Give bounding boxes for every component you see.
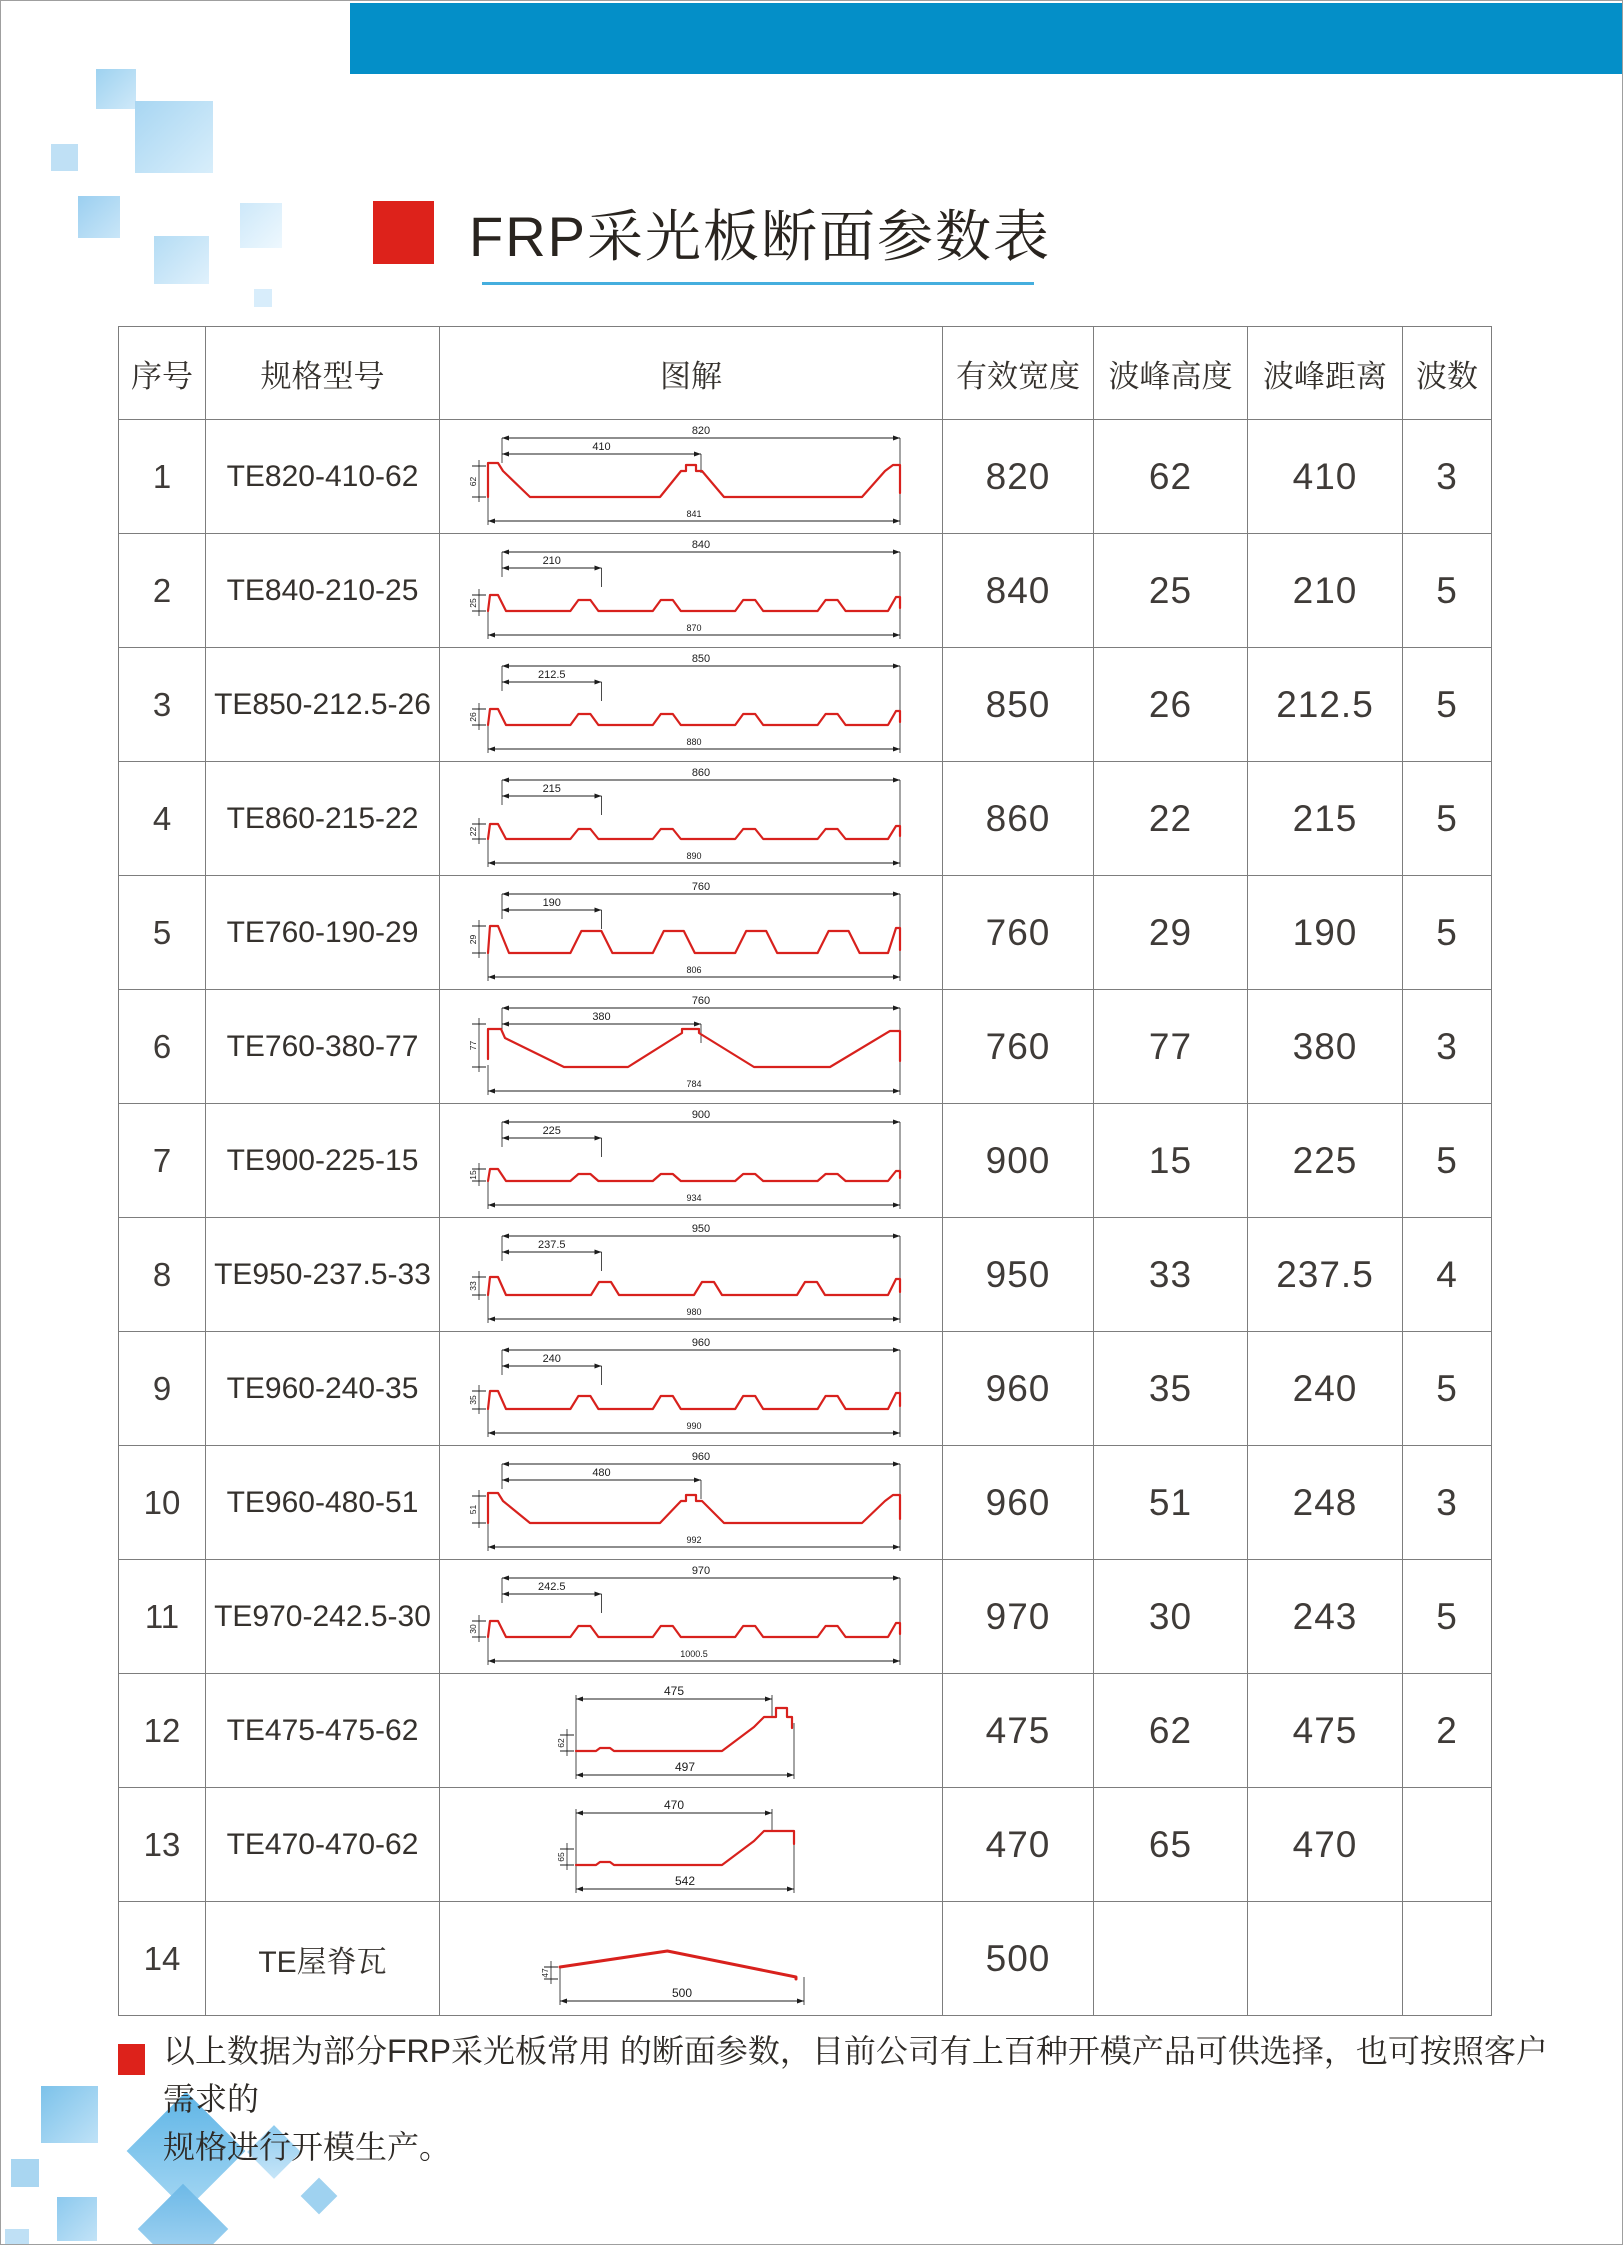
svg-text:880: 880 [686, 736, 702, 747]
cell-model: TE840-210-25 [206, 534, 440, 648]
cell-diagram [440, 1218, 943, 1332]
cell-index: 5 [119, 876, 206, 990]
cell-index: 10 [119, 1446, 206, 1560]
cell-diagram [440, 990, 943, 1104]
cell-peak-height: 62 [1094, 420, 1248, 534]
cell-peak-distance: 215 [1248, 762, 1403, 876]
cell-peak-height: 29 [1094, 876, 1248, 990]
cell-index: 12 [119, 1674, 206, 1788]
svg-text:760: 760 [691, 994, 711, 1007]
svg-text:542: 542 [674, 1873, 696, 1888]
cell-model: TE960-480-51 [206, 1446, 440, 1560]
cell-peak-distance: 225 [1248, 1104, 1403, 1218]
cell-index: 7 [119, 1104, 206, 1218]
svg-text:840: 840 [691, 538, 711, 551]
deco-square [11, 2159, 39, 2187]
table-row [119, 1788, 1492, 1902]
svg-text:850: 850 [691, 652, 711, 665]
cell-model: TE960-240-35 [206, 1332, 440, 1446]
cell-peak-height: 25 [1094, 534, 1248, 648]
title-red-square [373, 201, 434, 264]
svg-text:841: 841 [686, 508, 702, 519]
cell-wave-count: 5 [1403, 648, 1492, 762]
section-profile-drawing [448, 1675, 934, 1787]
cell-peak-height: 26 [1094, 648, 1248, 762]
header-effective-width: 有效宽度 [943, 327, 1094, 420]
cell-peak-height: 35 [1094, 1332, 1248, 1446]
cell-index: 3 [119, 648, 206, 762]
header-index: 序号 [119, 327, 206, 420]
cell-diagram [440, 1902, 943, 2016]
svg-text:62: 62 [468, 476, 478, 486]
svg-text:215: 215 [542, 782, 561, 795]
cell-wave-count: 5 [1403, 1560, 1492, 1674]
svg-text:500: 500 [671, 1985, 693, 2000]
svg-text:30: 30 [468, 1623, 478, 1634]
cell-peak-height: 65 [1094, 1788, 1248, 1902]
table-row [119, 1446, 1492, 1560]
cell-diagram [440, 1788, 943, 1902]
deco-diamond [138, 2184, 229, 2245]
svg-text:806: 806 [686, 964, 702, 975]
deco-square [5, 2229, 29, 2245]
title-underline [482, 282, 1034, 285]
deco-square [41, 2086, 98, 2143]
cell-model: TE475-475-62 [206, 1674, 440, 1788]
cell-wave-count: 4 [1403, 1218, 1492, 1332]
header-row [119, 327, 1492, 420]
svg-text:77: 77 [468, 1040, 478, 1050]
cell-wave-count: 5 [1403, 876, 1492, 990]
cell-diagram [440, 648, 943, 762]
svg-text:475: 475 [663, 1683, 685, 1698]
svg-text:26: 26 [468, 711, 478, 722]
cell-wave-count: 5 [1403, 1104, 1492, 1218]
cell-effective-width: 475 [943, 1674, 1094, 1788]
page-title: FRP采光板断面参数表 [469, 205, 1051, 268]
cell-peak-height: 62 [1094, 1674, 1248, 1788]
cell-peak-distance: 380 [1248, 990, 1403, 1104]
cell-index: 14 [119, 1902, 206, 2016]
svg-text:470: 470 [663, 1797, 685, 1812]
table-row [119, 1902, 1492, 2016]
svg-text:760: 760 [691, 880, 711, 893]
cell-peak-distance [1248, 1902, 1403, 2016]
deco-square [154, 236, 209, 284]
cell-index: 9 [119, 1332, 206, 1446]
svg-text:970: 970 [691, 1564, 711, 1577]
cell-index: 11 [119, 1560, 206, 1674]
cell-effective-width: 820 [943, 420, 1094, 534]
cell-peak-height: 77 [1094, 990, 1248, 1104]
header-peak-height: 波峰高度 [1094, 327, 1248, 420]
cell-peak-height: 15 [1094, 1104, 1248, 1218]
svg-text:497: 497 [674, 1759, 696, 1774]
table-row [119, 534, 1492, 648]
section-profile-drawing [448, 1903, 934, 2015]
table-row [119, 1332, 1492, 1446]
section-profile-drawing [448, 991, 934, 1103]
cell-diagram [440, 1104, 943, 1218]
cell-peak-distance: 237.5 [1248, 1218, 1403, 1332]
cell-peak-distance: 470 [1248, 1788, 1403, 1902]
cell-diagram [440, 534, 943, 648]
svg-text:35: 35 [468, 1394, 478, 1405]
cell-index: 6 [119, 990, 206, 1104]
cell-effective-width: 500 [943, 1902, 1094, 2016]
cell-diagram [440, 420, 943, 534]
cell-wave-count: 2 [1403, 1674, 1492, 1788]
header-peak-distance: 波峰距离 [1248, 327, 1403, 420]
cell-index: 4 [119, 762, 206, 876]
svg-text:480: 480 [592, 1466, 611, 1479]
cell-effective-width: 840 [943, 534, 1094, 648]
section-profile-drawing [448, 535, 934, 647]
deco-square [96, 69, 136, 109]
header-diagram: 图解 [440, 327, 943, 420]
cell-model: TE屋脊瓦 [206, 1902, 440, 2016]
table-row [119, 1104, 1492, 1218]
cell-peak-height: 51 [1094, 1446, 1248, 1560]
cell-model: TE760-190-29 [206, 876, 440, 990]
svg-text:860: 860 [691, 766, 711, 779]
cell-effective-width: 470 [943, 1788, 1094, 1902]
svg-text:225: 225 [542, 1124, 561, 1137]
cell-diagram [440, 1332, 943, 1446]
cell-effective-width: 760 [943, 990, 1094, 1104]
svg-text:950: 950 [691, 1222, 711, 1235]
svg-text:62: 62 [556, 1737, 566, 1748]
section-profile-drawing [448, 763, 934, 875]
cell-model: TE970-242.5-30 [206, 1560, 440, 1674]
table-row [119, 648, 1492, 762]
svg-text:240: 240 [542, 1352, 561, 1365]
cell-peak-distance: 243 [1248, 1560, 1403, 1674]
cell-wave-count [1403, 1902, 1492, 2016]
table-row [119, 990, 1492, 1104]
table-row [119, 762, 1492, 876]
cell-model: TE760-380-77 [206, 990, 440, 1104]
cell-model: TE850-212.5-26 [206, 648, 440, 762]
cell-peak-distance: 248 [1248, 1446, 1403, 1560]
cell-effective-width: 900 [943, 1104, 1094, 1218]
cell-model: TE470-470-62 [206, 1788, 440, 1902]
cell-peak-height: 22 [1094, 762, 1248, 876]
cell-effective-width: 960 [943, 1446, 1094, 1560]
svg-text:33: 33 [468, 1280, 478, 1291]
table-row [119, 1218, 1492, 1332]
svg-text:990: 990 [686, 1420, 702, 1431]
svg-text:212.5: 212.5 [537, 668, 566, 681]
cell-effective-width: 850 [943, 648, 1094, 762]
svg-text:15: 15 [468, 1169, 478, 1180]
cell-wave-count [1403, 1788, 1492, 1902]
table-row [119, 876, 1492, 990]
cell-diagram [440, 762, 943, 876]
cell-wave-count: 5 [1403, 762, 1492, 876]
svg-text:934: 934 [686, 1192, 702, 1203]
svg-text:190: 190 [542, 896, 561, 909]
section-profile-drawing [448, 1105, 934, 1217]
footnote [163, 2027, 1563, 2171]
table-row [119, 1560, 1492, 1674]
svg-text:237.5: 237.5 [537, 1238, 566, 1251]
cell-effective-width: 950 [943, 1218, 1094, 1332]
cell-wave-count: 3 [1403, 1446, 1492, 1560]
deco-square [51, 144, 78, 171]
svg-text:820: 820 [691, 424, 711, 437]
svg-text:890: 890 [686, 850, 702, 861]
cell-index: 8 [119, 1218, 206, 1332]
svg-text:980: 980 [686, 1306, 702, 1317]
svg-text:1000.5: 1000.5 [680, 1648, 708, 1659]
cell-peak-distance: 475 [1248, 1674, 1403, 1788]
section-profile-drawing [448, 1219, 934, 1331]
spec-table-body [119, 420, 1492, 2016]
cell-model: TE860-215-22 [206, 762, 440, 876]
svg-text:784: 784 [686, 1078, 702, 1089]
section-profile-drawing [448, 877, 934, 989]
cell-effective-width: 960 [943, 1332, 1094, 1446]
cell-wave-count: 3 [1403, 990, 1492, 1104]
svg-text:22: 22 [468, 826, 478, 836]
footnote-line2: 规格进行开模生产。 [163, 2129, 452, 2165]
cell-wave-count: 5 [1403, 534, 1492, 648]
note-red-square [118, 2044, 145, 2075]
section-profile-drawing [448, 1447, 934, 1559]
cell-peak-height [1094, 1902, 1248, 2016]
cell-diagram [440, 1446, 943, 1560]
cell-wave-count: 5 [1403, 1332, 1492, 1446]
section-profile-drawing [448, 421, 934, 533]
cell-wave-count: 3 [1403, 420, 1492, 534]
table-row [119, 1674, 1492, 1788]
cell-index: 2 [119, 534, 206, 648]
svg-text:210: 210 [542, 554, 561, 567]
deco-square [78, 196, 120, 238]
cell-peak-height: 30 [1094, 1560, 1248, 1674]
header-wave-count: 波数 [1403, 327, 1492, 420]
cell-peak-distance: 210 [1248, 534, 1403, 648]
cell-effective-width: 860 [943, 762, 1094, 876]
deco-square [57, 2197, 97, 2241]
top-blue-bar [350, 3, 1622, 74]
deco-square [240, 203, 282, 248]
cell-peak-height: 33 [1094, 1218, 1248, 1332]
section-profile-drawing [448, 1789, 934, 1901]
deco-diamond [301, 2178, 338, 2215]
svg-text:380: 380 [592, 1010, 611, 1023]
svg-text:242.5: 242.5 [537, 1580, 566, 1593]
cell-diagram [440, 1560, 943, 1674]
svg-text:65: 65 [556, 1851, 566, 1862]
cell-diagram [440, 1674, 943, 1788]
svg-text:870: 870 [686, 622, 702, 633]
svg-text:992: 992 [686, 1534, 702, 1545]
cell-diagram [440, 876, 943, 990]
cell-peak-distance: 212.5 [1248, 648, 1403, 762]
header-model: 规格型号 [206, 327, 440, 420]
svg-text:47: 47 [540, 1967, 550, 1978]
svg-text:25: 25 [468, 597, 478, 608]
cell-model: TE950-237.5-33 [206, 1218, 440, 1332]
section-profile-drawing [448, 649, 934, 761]
cell-effective-width: 970 [943, 1560, 1094, 1674]
cell-effective-width: 760 [943, 876, 1094, 990]
section-profile-drawing [448, 1561, 934, 1673]
section-profile-drawing [448, 1333, 934, 1445]
svg-text:900: 900 [691, 1108, 711, 1121]
svg-text:960: 960 [691, 1336, 711, 1349]
cell-model: TE900-225-15 [206, 1104, 440, 1218]
svg-text:960: 960 [691, 1450, 711, 1463]
deco-square [135, 101, 213, 173]
cell-index: 1 [119, 420, 206, 534]
cell-peak-distance: 410 [1248, 420, 1403, 534]
cell-peak-distance: 190 [1248, 876, 1403, 990]
svg-text:410: 410 [592, 440, 611, 453]
table-row [119, 420, 1492, 534]
cell-index: 13 [119, 1788, 206, 1902]
spec-table [118, 326, 1492, 2016]
svg-text:29: 29 [468, 934, 478, 944]
cell-model: TE820-410-62 [206, 420, 440, 534]
cell-peak-distance: 240 [1248, 1332, 1403, 1446]
footnote-line1: 以上数据为部分FRP采光板常用 的断面参数，目前公司有上百种开模产品可供选择，也可按照客户需求的 [163, 2033, 1548, 2117]
deco-square [254, 289, 272, 307]
svg-text:51: 51 [468, 1504, 478, 1514]
